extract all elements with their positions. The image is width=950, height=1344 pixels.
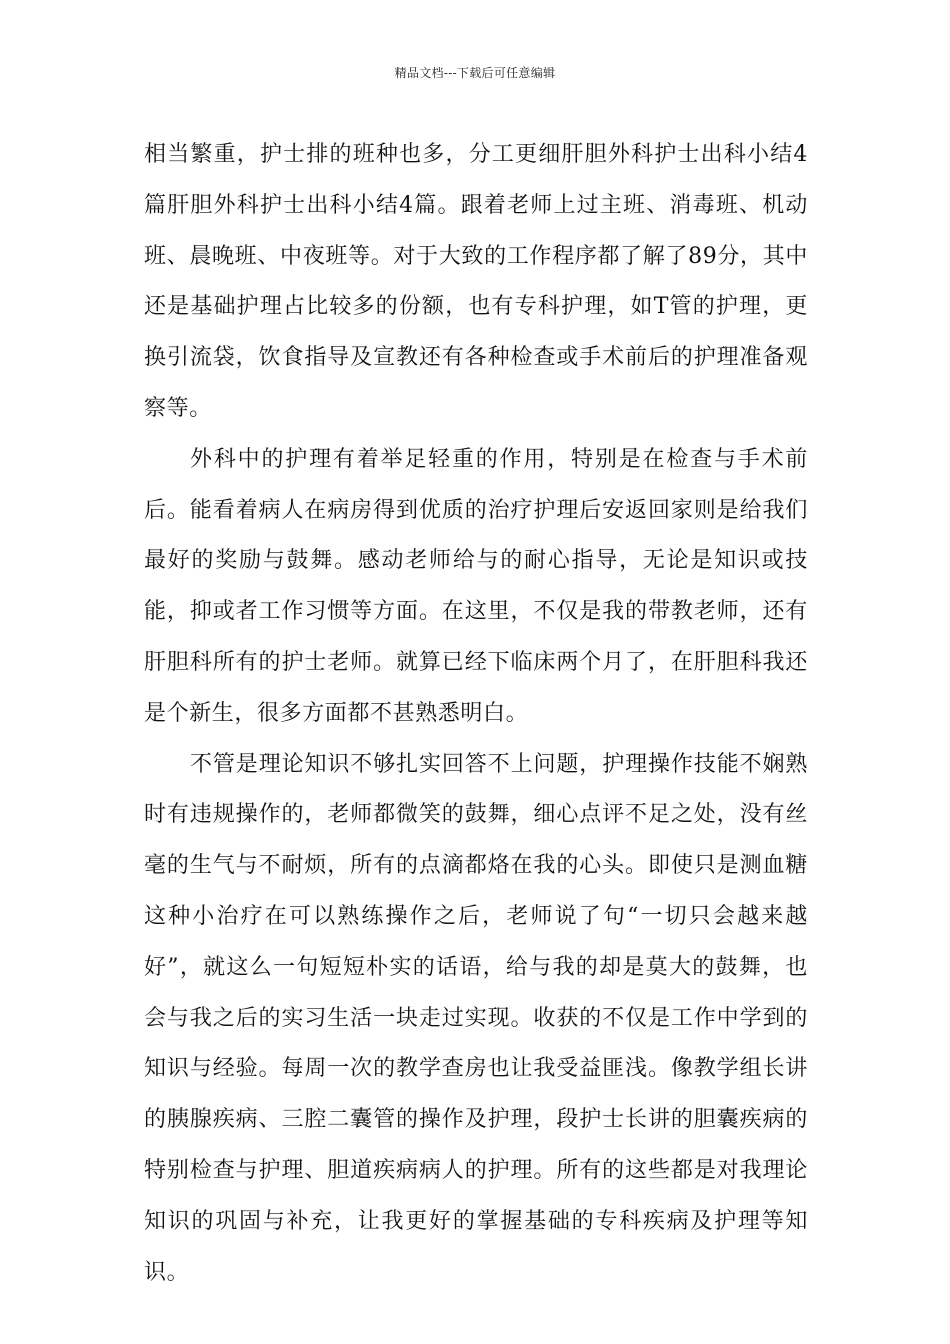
paragraph-3: 不管是理论知识不够扎实回答不上问题，护理操作技能不娴熟时有违规操作的，老师都微笑的鼓舞，细心点评不足之处，没有丝毫的生气与不耐烦，所有的点滴都烙在我的心头。即使只是测血糖这种小治疗在可以熟练操作之后，老师说了句“一切只会越来越好”，就这么一句短短朴实的话语，给与我的却是莫大的鼓舞，也会与我之后的实习生活一块走过实现。收获的不仅是工作中学到的知识与经验。每周一次的教学查房也让我受益匪浅。像教学组长讲的胰腺疾病、三腔二囊管的操作及护理，段护士长讲的胆囊疾病的特别检查与护理、胆道疾病病人的护理。所有的这些都是对我理论知识的巩固与补充，让我更好的掌握基础的专科疾病及护理等知识。	[144, 751, 808, 1285]
paragraph-2: 外科中的护理有着举足轻重的作用，特别是在检查与手术前后。能看着病人在病房得到优质的治疗护理后安返回家则是给我们最好的奖励与鼓舞。感动老师给与的耐心指导，无论是知识或技能，抑或者工作习惯等方面。在这里，不仅是我的带教老师，还有肝胆科所有的护士老师。就算已经下临床两个月了，在肝胆科我还是个新生，很多方面都不甚熟悉明白。	[144, 446, 808, 726]
page-header: 精品文档---下载后可任意编辑	[394, 66, 556, 80]
document-body	[144, 130, 808, 1298]
paragraph-1: 相当繁重，护士排的班种也多，分工更细肝胆外科护士出科小结4篇肝胆外科护士出科小结4篇。跟着老师上过主班、消毒班、机动班、晨晚班、中夜班等。对于大致的工作程序都了解了89分，其中还是基础护理占比较多的份额，也有专科护理，如T管的护理，更换引流袋，饮食指导及宣教还有各种检查或手术前后的护理准备观察等。	[144, 142, 808, 421]
